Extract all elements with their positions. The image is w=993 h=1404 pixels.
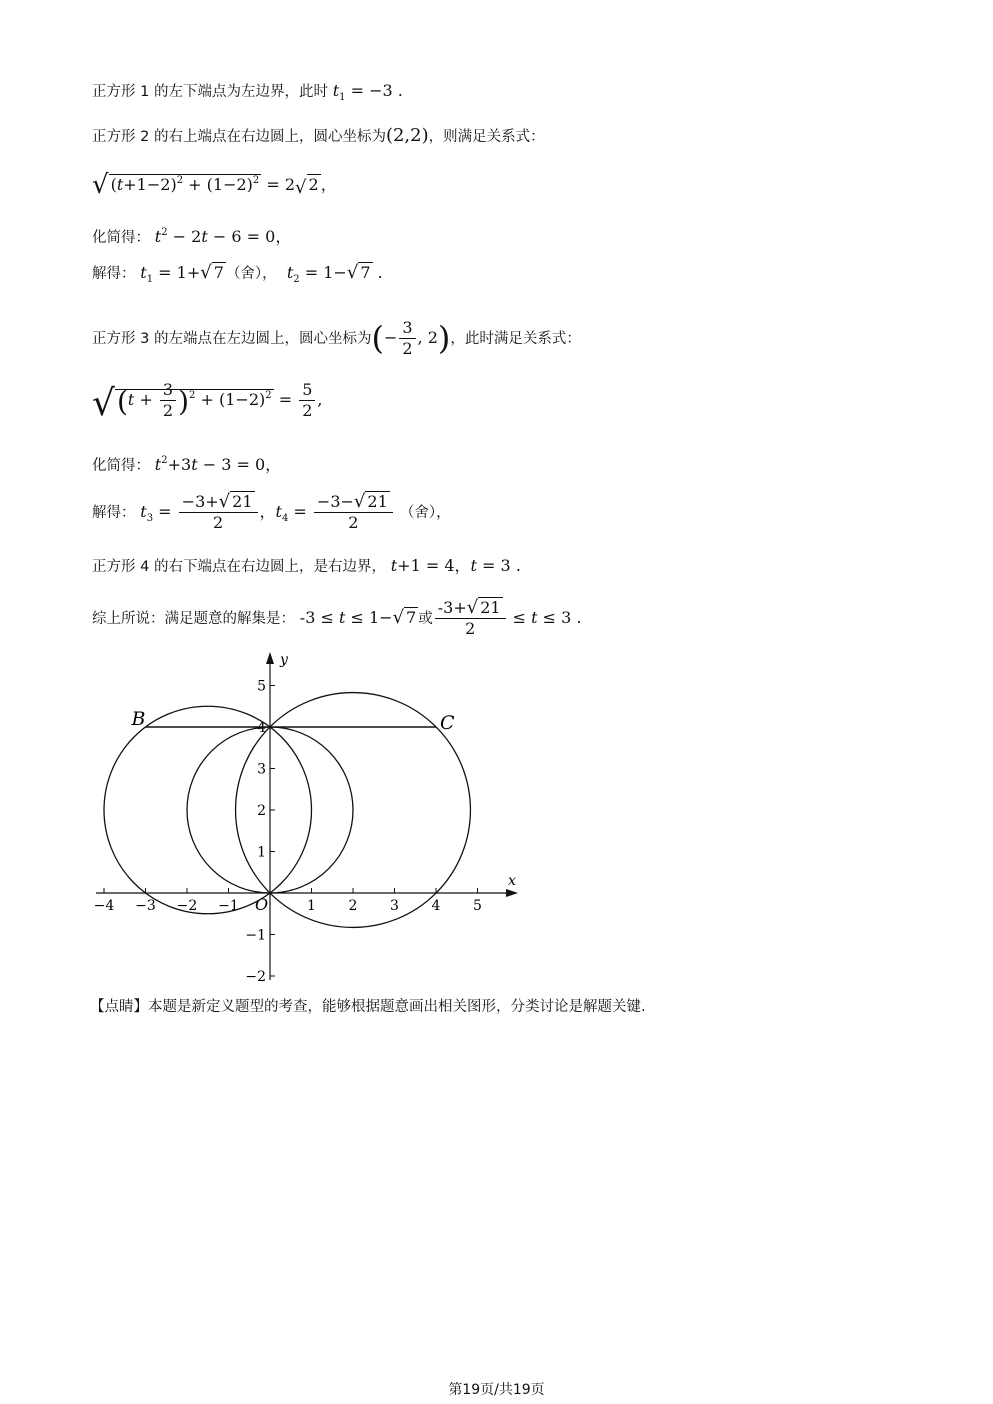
equation-4: √(t + $\frac{3}{2}$ )$^2 + (1-2)^2$ = $\frac{5}{2}$ ,	[92, 380, 323, 424]
line-5-text-a: 正方形 3 的左端点在左边圆上，圆心坐标为	[92, 331, 372, 347]
solution-set: -3 ≤ t ≤ 1−√ 7 或 $\frac{-3+√ 21}{2}$ ≤ t ≤ 3 .	[299, 597, 582, 638]
coordinate-figure	[88, 648, 528, 988]
solve-label-1: 解得：	[92, 266, 136, 282]
origin-label: O	[255, 895, 269, 914]
line-7	[92, 492, 451, 533]
line-5-text-b: ，此时满足关系式：	[450, 331, 581, 347]
x-tick-label: 3	[390, 898, 399, 914]
x-axis-arrow	[506, 889, 518, 897]
y-axis-arrow	[266, 652, 274, 664]
conclusion-text: 综上所说：满足题意的解集是：	[92, 611, 295, 627]
y-tick-label: −1	[245, 927, 266, 944]
point-c-label: C	[440, 712, 455, 734]
line-8	[92, 555, 521, 578]
line-1-math: $t_1 = -3$ .	[332, 81, 403, 103]
solve-label-2: 解得：	[92, 505, 136, 521]
line-2	[92, 125, 545, 148]
line-4	[92, 262, 383, 291]
page-footer: 第19页/共19页	[448, 1382, 545, 1398]
line-8-math: t+1 = 4，t = 3 .	[390, 556, 521, 575]
y-tick-label: 1	[257, 844, 266, 861]
line-9	[92, 598, 582, 639]
y-tick-label: 4	[257, 720, 266, 736]
simplify-label-2: 化简得：	[92, 458, 150, 474]
line-2-text-a: 正方形 2 的右上端点在右边圆上，圆心坐标为	[92, 129, 386, 145]
x-axis-label: x	[508, 873, 516, 889]
x-tick-label: −2	[176, 898, 198, 914]
line-2-text-b: ，则满足关系式：	[428, 129, 545, 145]
x-tick-label: −1	[218, 898, 239, 914]
equation-3: $t_1 = 1+√$ 7 （舍）， $t_2 = 1-√$ 7 .	[140, 262, 383, 285]
x-tick-label: 5	[473, 898, 482, 914]
x-tick-label: 1	[307, 898, 316, 914]
equation-1: √ $(t+1-2)^2 + (1-2)^2 = 2√$ 2 ，	[92, 170, 337, 200]
x-tick-label: 4	[431, 898, 441, 914]
line-6	[92, 450, 281, 477]
line-1-text: 正方形 1 的左下端点为左边界，此时	[92, 84, 328, 100]
y-tick-label: −2	[245, 969, 266, 985]
center-coordinate-1: (2,2)	[385, 125, 429, 146]
y-tick-label: 2	[257, 803, 266, 819]
x-tick-label: −3	[135, 898, 156, 914]
line-3	[92, 222, 291, 249]
y-axis-label: y	[280, 652, 288, 668]
x-tick-label: 2	[348, 898, 358, 914]
line-5	[92, 318, 581, 359]
center-coordinate-2: (− $\frac{3}{2}$ , 2)	[371, 318, 451, 358]
key-point-note: 【点睛】本题是新定义题型的考查，能够根据题意画出相关图形，分类讨论是解题关键.	[90, 999, 646, 1015]
equation-5: $t^2+3t - 3 = 0$，	[154, 455, 282, 474]
y-tick-label: 3	[257, 761, 266, 778]
line-8-text: 正方形 4 的右下端点在右边圆上，是右边界，	[92, 559, 386, 575]
line-1	[92, 80, 403, 109]
equation-2: $t^2 - 2t - 6 = 0$，	[154, 227, 292, 246]
simplify-label-1: 化简得：	[92, 230, 150, 246]
point-b-label: B	[131, 708, 146, 730]
y-tick-label: 5	[257, 678, 266, 695]
equation-6: $t_3$ = $\frac{-3+√ 21}{2}$ ，$t_4$ = $\frac{-3-√ 21}{2}$ （舍），	[140, 491, 451, 532]
circle-1	[104, 706, 312, 914]
x-tick-label: −4	[93, 898, 115, 914]
